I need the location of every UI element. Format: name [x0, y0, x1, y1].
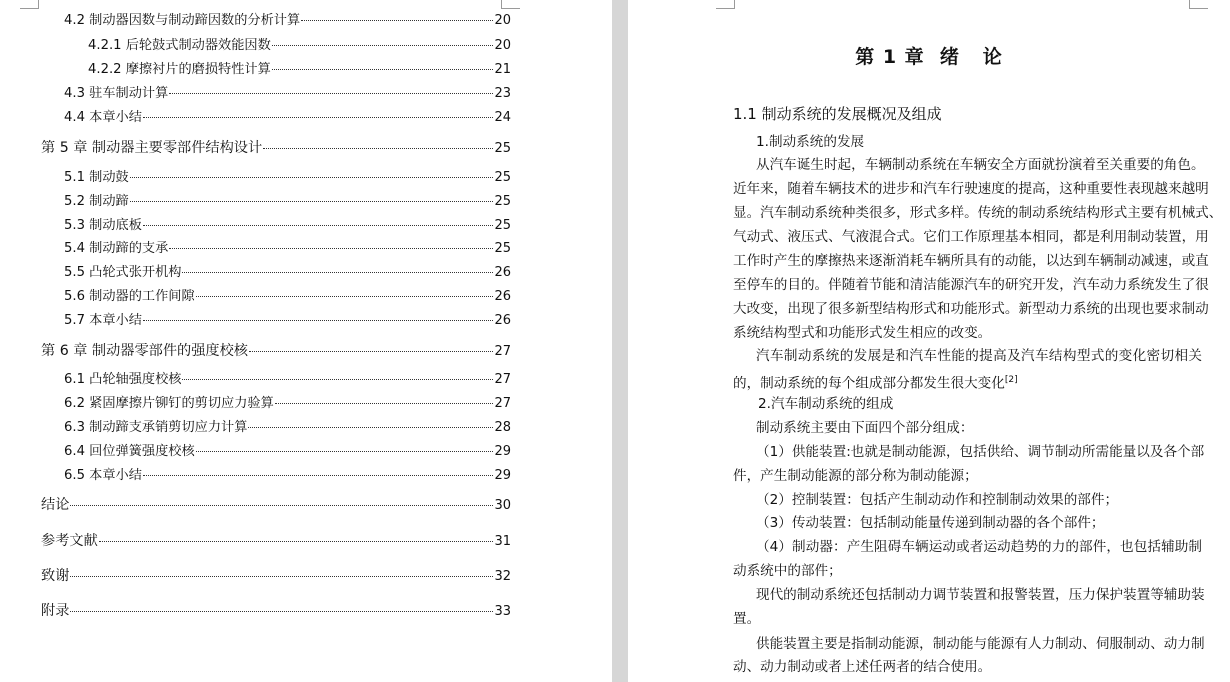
toc-leader	[143, 319, 494, 321]
toc-leader	[248, 426, 493, 428]
paragraph-line: 从汽车诞生时起，车辆制动系统在车辆安全方面就扮演着至关重要的角色。	[756, 157, 1205, 173]
toc-page-number: 26	[494, 289, 511, 304]
toc-entry-title: 4.2.1 后轮鼓式制动器效能因数	[88, 38, 271, 53]
paragraph-line: 系统结构型式和功能形式发生相应的改变。	[733, 325, 992, 341]
toc-entry-title: 6.1 凸轮轴强度校核	[64, 372, 182, 387]
toc-page-number: 20	[494, 13, 511, 28]
toc-entry[interactable]	[64, 110, 511, 126]
toc-entry-title: 第 5 章 制动器主要零部件结构设计	[41, 140, 263, 156]
toc-entry-title: 5.3 制动底板	[64, 218, 142, 233]
paragraph-line	[733, 372, 1018, 392]
toc-leader	[182, 378, 493, 380]
toc-page-number: 25	[494, 194, 511, 209]
toc-leader	[130, 200, 494, 202]
paragraph-line: 气动式、液压式、气液混合式。它们工作原理基本相同，都是利用制动装置，用	[733, 229, 1209, 245]
toc-page-number: 25	[494, 141, 511, 156]
toc-page	[0, 0, 612, 682]
toc-entry-title: 4.3 驻车制动计算	[64, 86, 169, 101]
list-item-line: （4）制动器：产生阻碍车辆运动或者运动趋势的力的部件，也包括辅助制	[756, 539, 1202, 555]
toc-page-number: 25	[494, 241, 511, 256]
toc-entry-title: 6.2 紧固摩擦片铆钉的剪切应力验算	[64, 396, 274, 411]
toc-page-number: 31	[494, 534, 511, 549]
crop-mark	[716, 0, 735, 9]
toc-leader	[70, 575, 493, 577]
crop-mark	[20, 0, 39, 9]
list-item-line: 件，产生制动能源的部分称为制动能源；	[733, 468, 978, 484]
paragraph-line: 大改变，出现了很多新型结构形式和功能形式。新型动力系统的出现也要求制动	[733, 301, 1209, 317]
toc-page-number: 27	[494, 372, 511, 387]
toc-entry[interactable]	[64, 265, 511, 281]
toc-leader	[301, 19, 493, 21]
toc-leader	[196, 450, 494, 452]
toc-entry-title: 5.7 本章小结	[64, 313, 142, 328]
toc-entry[interactable]	[41, 533, 511, 550]
toc-entry-title: 5.5 凸轮式张开机构	[64, 265, 182, 280]
toc-entry-title: 6.5 本章小结	[64, 468, 142, 483]
toc-entry[interactable]	[41, 343, 511, 360]
toc-leader	[143, 224, 494, 226]
toc-entry-title: 结论	[41, 497, 70, 513]
toc-page-number: 20	[494, 38, 511, 53]
subheading: 2.汽车制动系统的组成	[758, 396, 894, 412]
toc-page-number: 21	[494, 62, 511, 77]
toc-leader	[70, 610, 493, 612]
toc-page-number: 33	[494, 604, 511, 619]
toc-leader	[70, 504, 493, 506]
subheading: 1.制动系统的发展	[756, 134, 865, 150]
paragraph-line: 现代的制动系统还包括制动力调节装置和报警装置，压力保护装置等辅助装	[756, 587, 1205, 603]
toc-entry-title: 5.2 制动蹄	[64, 194, 129, 209]
toc-entry[interactable]	[64, 396, 511, 412]
toc-entry[interactable]	[64, 218, 511, 234]
paragraph-line: 近年来，随着车辆技术的进步和汽车行驶速度的提高，这种重要性表现越来越明	[733, 181, 1209, 197]
paragraph-line: 工作时产生的摩擦热来逐渐消耗车辆所具有的动能，以达到车辆制动减速，或直	[733, 253, 1209, 269]
toc-page-number: 24	[494, 110, 511, 125]
toc-entry-title: 4.4 本章小结	[64, 110, 142, 125]
toc-leader	[143, 474, 494, 476]
toc-page-number: 28	[494, 420, 511, 435]
toc-entry[interactable]	[88, 62, 511, 78]
toc-entry[interactable]	[64, 170, 511, 186]
paragraph-line: 供能装置主要是指制动能源，制动能与能源有人力制动、伺服制动、动力制	[756, 636, 1205, 652]
list-item-line: （1）供能装置:也就是制动能源，包括供给、调节制动所需能量以及各个部	[756, 444, 1205, 460]
toc-page-number: 27	[494, 396, 511, 411]
chapter-title: 第 1 章 绪 论	[855, 46, 1003, 68]
paragraph-text: 的，制动系统的每个组成部分都发生很大变化	[733, 375, 1005, 392]
toc-page-number: 23	[494, 86, 511, 101]
toc-entry-title: 5.6 制动器的工作间隙	[64, 289, 195, 304]
list-item-line: （2）控制装置：包括产生制动动作和控制制动效果的部件；	[756, 492, 1119, 508]
toc-leader	[182, 271, 493, 273]
toc-leader	[143, 116, 494, 118]
toc-entry[interactable]	[41, 497, 511, 514]
toc-leader	[130, 176, 494, 178]
toc-entry-title: 附录	[41, 603, 70, 619]
citation-ref[interactable]: [2]	[1004, 375, 1018, 385]
toc-leader	[99, 540, 494, 542]
toc-entry-title: 第 6 章 制动器零部件的强度校核	[41, 343, 248, 359]
page-gutter	[612, 0, 628, 682]
section-title: 1.1 制动系统的发展概况及组成	[733, 105, 942, 123]
toc-entry[interactable]	[64, 468, 511, 484]
toc-entry-title: 6.4 回位弹簧强度校核	[64, 444, 195, 459]
crop-mark	[1189, 0, 1208, 9]
toc-page-number: 27	[494, 344, 511, 359]
toc-page-number: 30	[494, 498, 511, 513]
toc-entry-title: 4.2 制动器因数与制动蹄因数的分析计算	[64, 13, 301, 28]
toc-leader	[275, 402, 494, 404]
list-item-line: （3）传动装置：包括制动能量传递到制动器的各个部件；	[756, 515, 1105, 531]
toc-entry-title: 4.2.2 摩擦衬片的磨损特性计算	[88, 62, 271, 77]
paragraph-line: 动、动力制动或者上述任两者的结合使用。	[733, 659, 992, 675]
toc-entry[interactable]	[88, 38, 511, 54]
toc-page-number: 29	[494, 468, 511, 483]
toc-leader	[169, 247, 493, 249]
toc-page-number: 32	[494, 569, 511, 584]
crop-mark	[501, 0, 520, 9]
toc-entry-title: 致谢	[41, 568, 70, 584]
toc-entry[interactable]	[41, 603, 511, 620]
toc-leader	[169, 92, 493, 94]
toc-entry[interactable]	[64, 241, 511, 257]
toc-entry[interactable]	[41, 568, 511, 585]
toc-page-number: 26	[494, 265, 511, 280]
list-item-line: 动系统中的部件；	[733, 563, 842, 579]
toc-entry[interactable]	[64, 420, 511, 436]
toc-page-number: 25	[494, 218, 511, 233]
toc-page-number: 29	[494, 444, 511, 459]
body-page	[628, 0, 1230, 682]
toc-leader	[263, 147, 493, 149]
paragraph-line: 制动系统主要由下面四个部分组成：	[756, 420, 974, 436]
toc-leader	[272, 44, 494, 46]
toc-entry[interactable]	[64, 194, 511, 210]
toc-leader	[272, 68, 494, 70]
paragraph-line: 至停车的目的。伴随着节能和清洁能源汽车的研究开发，汽车动力系统发生了很	[733, 277, 1209, 293]
toc-leader	[196, 295, 494, 297]
toc-entry-title: 5.1 制动鼓	[64, 170, 129, 185]
paragraph-line: 置。	[733, 611, 761, 627]
toc-entry-title: 参考文献	[41, 533, 98, 549]
toc-entry[interactable]	[64, 289, 511, 305]
toc-entry[interactable]	[64, 372, 511, 388]
toc-entry[interactable]	[41, 140, 511, 157]
paragraph-line: 显。汽车制动系统种类很多，形式多样。传统的制动系统结构形式主要有机械式、	[733, 205, 1223, 221]
toc-page-number: 26	[494, 313, 511, 328]
toc-entry[interactable]	[64, 13, 511, 29]
toc-entry[interactable]	[64, 86, 511, 102]
paragraph-line: 汽车制动系统的发展是和汽车性能的提高及汽车结构型式的变化密切相关	[756, 348, 1202, 364]
toc-entry[interactable]	[64, 444, 511, 460]
toc-page-number: 25	[494, 170, 511, 185]
toc-leader	[249, 350, 493, 352]
toc-entry-title: 5.4 制动蹄的支承	[64, 241, 169, 256]
toc-entry[interactable]	[64, 313, 511, 329]
toc-entry-title: 6.3 制动蹄支承销剪切应力计算	[64, 420, 248, 435]
